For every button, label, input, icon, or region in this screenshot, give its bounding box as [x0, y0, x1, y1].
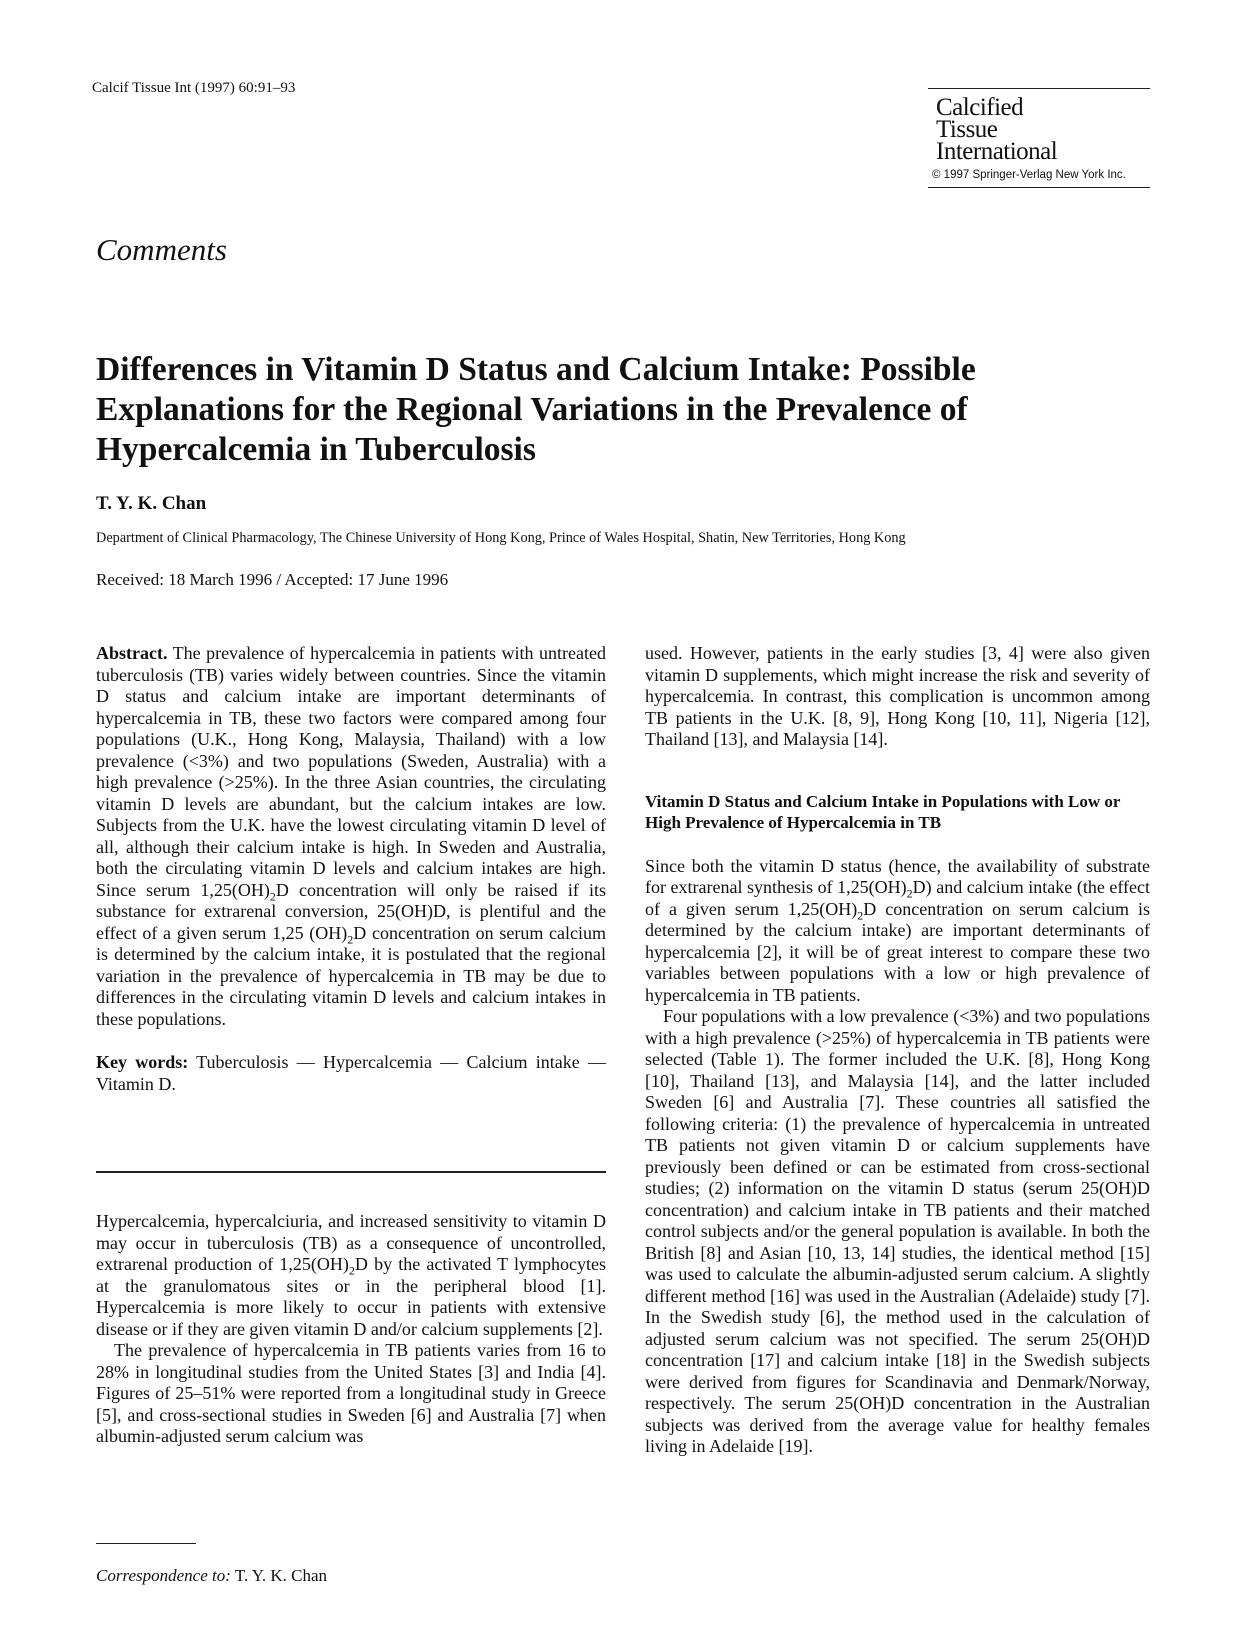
right-p1-text-c: D concentration on serum calcium is determined by the calcium intake) are important determinants of hypercalcemia [2], it will be of great interest to compare these two variables between populations with a low or high prevalence of hypercalcemia in TB patients.: [645, 898, 1151, 1005]
logo-copyright: © 1997 Springer-Verlag New York Inc.: [932, 169, 1126, 181]
intro-p1-text-a: Hypercalcemia, hypercalciuria, and increased sensitivity to vitamin D may occur in tuberculosis (TB) as a consequence of uncontrolled, extrarenal production of 1,25(OH): [96, 1211, 606, 1274]
right-column: [645, 643, 1150, 1458]
abstract-subscript-2: 2: [347, 932, 354, 947]
introduction: [96, 1211, 606, 1448]
right-paragraph-1: [645, 856, 1150, 1007]
right-paragraph-2: Four populations with a low prevalence (<3%) and two populations with a high prevalence (>25%) of hypercalcemia in TB patients were selected (Table 1). The former included the U.K. [8], Hong Kong [10], Thailand [13], and Malaysia [14], and the latter included Sweden [6] and Australia [7]. These countries all satisfied the following criteria: (1) the prevalence of hypercalcemia in untreated TB patients not given vitamin D or calcium supplements have previously been defined or can be estimated from cross-sectional studies; (2) information on the vitamin D status (serum 25(OH)D concentration) and calcium intake in TB patients and their matched control subjects and/or the general population is available. In both the British [8] and Asian [10, 13, 14] studies, the identical method [15] was used to calculate the albumin-adjusted serum calcium. A slightly different method [16] was used in the Australian (Adelaide) study [7]. In the Swedish study [6], the method used in the calculation of adjusted serum calcium was not specified. The serum 25(OH)D concentration [17] and calcium intake [18] in the Swedish subjects were derived from figures for Scandinavia and Denmark/Norway, respectively. The serum 25(OH)D concentration in the Australian subjects was derived from the average value for healthy females living in Adelaide [19].: [645, 1006, 1150, 1456]
journal-reference: Calcif Tissue Int (1997) 60:91–93: [92, 80, 296, 96]
intro-p1-text-b: D by the activated T lymphocytes at the granulomatous sites or in the peripheral blood [1]. Hypercalcemia is more likely to occur in patients with extensive disease or if they are given vitamin D and/or calcium supplements [2].: [96, 1254, 606, 1339]
author-name: T. Y. K. Chan: [96, 493, 207, 514]
keywords-label: Key words:: [96, 1052, 189, 1072]
abstract-divider: [96, 1171, 606, 1173]
logo-wordmark: [936, 94, 1150, 165]
intro-paragraph-1: [96, 1211, 606, 1340]
logo-line-3: International: [936, 138, 1058, 165]
left-column: [96, 643, 606, 1095]
logo-top-rule: [928, 88, 1150, 89]
abstract: [96, 643, 606, 1030]
abstract-label: Abstract.: [96, 643, 168, 663]
right-p1-subscript-2: 2: [857, 908, 864, 923]
section-heading: Vitamin D Status and Calcium Intake in Populations with Low or High Prevalence of Hypercalcemia in TB: [645, 791, 1121, 832]
logo-bottom-rule: [928, 187, 1150, 188]
abstract-text-1: The prevalence of hypercalcemia in patients with untreated tuberculosis (TB) varies widely between countries. Since the vitamin D status and calcium intake are important determinants of hypercalcemia in TB, these two factors were compared among four populations (U.K., Hong Kong, Malaysia, Thailand) with a low prevalence (<3%) and two populations (Sweden, Australia) with a high prevalence (>25%). In the three Asian countries, the circulating vitamin D levels are abundant, but the calcium intakes are low. Subjects from the U.K. have the lowest circulating vitamin D level of all, although their calcium intake is high. In Sweden and Australia, both the circulating vitamin D levels and calcium intakes are high. Since serum 1,25(OH): [96, 643, 606, 900]
logo-line-2: Tissue: [936, 116, 998, 143]
article-title: Differences in Vitamin D Status and Calcium Intake: Possible Explanations for the Regional Variations in the Prevalence of Hypercalcemia in Tuberculosis: [96, 351, 976, 468]
correspondence-footnote: [96, 1566, 327, 1586]
keywords-text: Tuberculosis — Hypercalcemia — Calcium intake — Vitamin D.: [96, 1052, 606, 1094]
abstract-subscript-1: 2: [269, 889, 276, 904]
abstract-text-2: D concentration will only be raised if its substance for extrarenal conversion, 25(OH)D, is plentiful and the effect of a given serum 1,25 (OH): [96, 879, 606, 943]
correspondence-text: T. Y. K. Chan: [230, 1566, 328, 1585]
correspondence-label: Correspondence to:: [96, 1566, 231, 1585]
right-p1-text-b: D) and calcium intake (the effect of a given serum 1,25(OH): [645, 877, 1150, 919]
author-affiliation: Department of Clinical Pharmacology, The Chinese University of Hong Kong, Prince of Wales Hospital, Shatin, New Territories, Hong Kong: [96, 530, 906, 546]
footnote-rule: [96, 1543, 196, 1544]
right-p1-text-a: Since both the vitamin D status (hence, the availability of substrate for extrarenal synthesis of 1,25(OH): [645, 855, 1150, 897]
intro-p1-subscript: 2: [348, 1263, 355, 1278]
received-dates: Received: 18 March 1996 / Accepted: 17 June 1996: [96, 570, 449, 589]
section-label: Comments: [96, 232, 227, 267]
logo-line-1: Calcified: [936, 94, 1024, 121]
keywords: [96, 1052, 606, 1095]
journal-logo: [928, 88, 1150, 188]
right-paragraph-0: used. However, patients in the early studies [3, 4] were also given vitamin D supplements, which might increase the risk and severity of hypercalcemia. In contrast, this complication is uncommon among TB patients in the U.K. [8, 9], Hong Kong [10, 11], Nigeria [12], Thailand [13], and Malaysia [14].: [645, 643, 1150, 749]
abstract-text-3: D concentration on serum calcium is determined by the calcium intake, it is postulated that the regional variation in the prevalence of hypercalcemia in TB may be due to differences in the circulating vitamin D levels and calcium intakes in these populations.: [96, 922, 606, 1029]
right-p1-subscript-1: 2: [906, 886, 913, 901]
intro-paragraph-2: The prevalence of hypercalcemia in TB patients varies from 16 to 28% in longitudinal studies from the United States [3] and India [4]. Figures of 25–51% were reported from a longitudinal study in Greece [5], and cross-sectional studies in Sweden [6] and Australia [7] when albumin-adjusted serum calcium was: [96, 1340, 606, 1446]
